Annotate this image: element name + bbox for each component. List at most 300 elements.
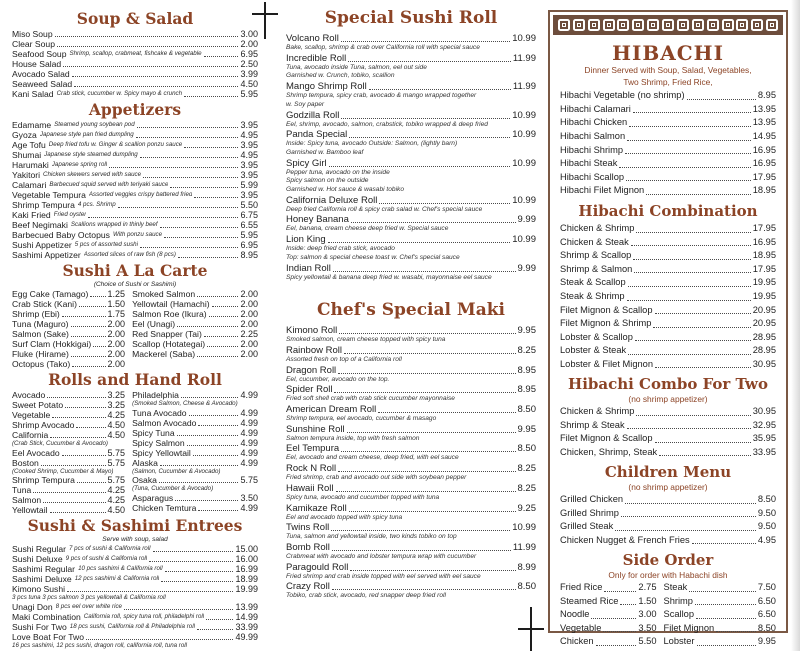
two-column-list xyxy=(12,289,258,369)
dot-leader xyxy=(140,247,238,248)
item-desc: California roll, spicy tuna roll, philadelphi roll xyxy=(83,612,205,620)
item-name: Asparagus xyxy=(132,492,174,503)
dot-leader xyxy=(41,465,106,466)
menu-item xyxy=(664,595,776,609)
item-name: Love Boat For Two xyxy=(12,631,84,642)
menu-item xyxy=(12,190,258,200)
menu-item xyxy=(286,503,536,514)
menu-item xyxy=(560,276,776,290)
dot-leader xyxy=(692,543,756,544)
item-price: 33.99 xyxy=(235,621,258,632)
menu-item xyxy=(286,562,536,573)
item-desc-line: Garnished w. Bamboo leaf xyxy=(286,148,364,156)
menu-item xyxy=(132,475,258,485)
item-desc-line: Eel, avocado and cream cheese, deep fried, with eel sauce xyxy=(286,454,459,462)
item-price: 2.50 xyxy=(240,59,258,69)
band-tile xyxy=(662,19,674,31)
menu-item xyxy=(12,170,258,180)
band-tile xyxy=(692,19,704,31)
dot-leader xyxy=(332,550,511,551)
item-name: Hibachi Calamari xyxy=(560,103,631,114)
item-price: 4.95 xyxy=(757,534,776,545)
item-price: 2.00 xyxy=(240,309,258,319)
menu-item xyxy=(12,602,258,612)
item-price: 4.99 xyxy=(240,407,258,418)
dot-leader xyxy=(336,491,516,492)
dot-leader xyxy=(149,561,233,562)
item-name: Octopus (Tako) xyxy=(12,359,71,369)
dot-leader xyxy=(178,257,239,258)
item-desc: 10 pcs sashimi & California roll xyxy=(78,565,163,573)
item-name: Chicken, Shrimp, Steak xyxy=(560,446,658,457)
item-name: Shrimp & Salmon xyxy=(560,263,633,274)
menu-item xyxy=(12,29,258,39)
section-title: Rolls and Hand Roll xyxy=(48,370,222,389)
menu-item xyxy=(132,428,258,438)
dot-leader xyxy=(86,639,233,640)
menu-item xyxy=(12,430,125,440)
item-price: 4.99 xyxy=(240,502,258,513)
item-name: Hibachi Salmon xyxy=(560,130,626,141)
item-desc-line: Spicy tuna, avocado and cucumber topped with tuna xyxy=(286,493,440,501)
item-desc: 7 pcs of sushi & California roll xyxy=(68,545,151,553)
item-price: 9.95 xyxy=(757,636,776,647)
item-price: 20.95 xyxy=(752,318,776,329)
item-price: 1.75 xyxy=(107,309,126,319)
dot-leader xyxy=(339,333,515,334)
item-price: 4.99 xyxy=(240,437,258,448)
menu-item xyxy=(132,329,258,339)
item-price: 2.00 xyxy=(240,289,258,299)
menu-item xyxy=(286,81,536,92)
dot-leader xyxy=(333,271,516,272)
dot-leader xyxy=(369,89,511,90)
item-price: 9.50 xyxy=(757,507,776,518)
item-name: Steak & Shrimp xyxy=(560,290,625,301)
item-name: Noodle xyxy=(560,609,590,620)
item-name: Kani Salad xyxy=(12,89,54,99)
menu-item xyxy=(12,349,125,359)
item-price: 6.95 xyxy=(240,49,258,59)
menu-item xyxy=(12,622,258,632)
item-price: 10.99 xyxy=(512,129,536,141)
section xyxy=(12,516,258,649)
item-price: 2.75 xyxy=(638,582,657,592)
menu-item xyxy=(286,33,536,44)
menu-item xyxy=(560,103,776,117)
dot-leader xyxy=(118,207,239,208)
menu-item xyxy=(12,359,125,369)
dot-leader xyxy=(653,327,750,328)
dot-leader xyxy=(143,177,238,178)
band-tile xyxy=(722,19,734,31)
item-price: 13.95 xyxy=(752,103,776,114)
menu-item xyxy=(286,263,536,274)
dot-leader xyxy=(659,455,751,456)
menu-item xyxy=(560,493,776,507)
item-name: Lobster & Scallop xyxy=(560,331,633,342)
item-desc-line: Deep fried California roll & spicy crab salad w. Chef's special sauce xyxy=(286,205,483,213)
item-desc: 9 pcs of sushi & California roll xyxy=(65,555,148,563)
item-desc: Japanese style pan fried dumpling xyxy=(39,131,134,138)
dot-leader xyxy=(627,300,751,301)
item-price: 4.99 xyxy=(240,390,258,400)
item-price: 8.25 xyxy=(517,463,536,475)
item-name: Rock N Roll xyxy=(286,463,337,475)
item-price: 15.00 xyxy=(235,544,258,555)
item-desc-line: Shrimp tempura, eel avocado, cucumber & masago xyxy=(286,415,437,423)
item-name: Sashimi Regular xyxy=(12,564,76,575)
item-note: (Smoked Salmon, Cheese & Avocado) xyxy=(132,400,238,407)
menu-item xyxy=(12,180,258,190)
dot-leader xyxy=(329,166,511,167)
dot-leader xyxy=(204,56,239,57)
dot-leader xyxy=(628,354,751,355)
item-price: 4.95 xyxy=(240,130,258,140)
item-desc: Deep fried tofu w. Ginger & scallion ponzu sauce xyxy=(48,141,183,148)
item-price: 8.95 xyxy=(517,384,536,396)
dot-leader xyxy=(635,340,751,341)
item-price: 4.50 xyxy=(240,79,258,89)
item-desc: Assorted veggies crispy battered fried xyxy=(88,191,193,198)
item-name: Shrimp & Scallop xyxy=(560,250,632,261)
item-price: 4.50 xyxy=(107,430,126,440)
menu-item xyxy=(12,250,258,260)
item-name: Fried Rice xyxy=(560,582,603,592)
item-name: Kaki Fried xyxy=(12,210,51,220)
item-name: Spicy Girl xyxy=(286,157,327,169)
item-price: 7.50 xyxy=(757,582,776,592)
item-price: 11.99 xyxy=(512,52,536,64)
menu-item xyxy=(12,240,258,250)
menu-item xyxy=(12,39,258,49)
item-name: Panda Special xyxy=(286,129,348,141)
item-name: Avocado Salad xyxy=(12,69,70,79)
band-tile xyxy=(647,19,659,31)
item-desc-line: Fried shrimp, crab and avocado out side with soybean pepper xyxy=(286,474,467,482)
dot-leader xyxy=(341,41,510,42)
item-name: Red Snapper (Tai) xyxy=(132,329,202,339)
menu-item xyxy=(560,222,776,236)
dot-leader xyxy=(71,326,106,327)
item-price: 16.95 xyxy=(752,236,776,247)
menu-item xyxy=(664,608,776,622)
item-price: 32.95 xyxy=(752,419,776,430)
item-name: Grilled Steak xyxy=(560,521,614,532)
item-name: Eel Avocado xyxy=(12,447,60,458)
menu-item xyxy=(664,635,776,649)
item-name: Mackerel (Saba) xyxy=(132,349,196,359)
item-price: 14.95 xyxy=(752,130,776,141)
menu-item xyxy=(12,319,125,329)
menu-column-panel xyxy=(560,43,776,649)
menu-item xyxy=(560,144,776,158)
dot-leader xyxy=(591,618,636,619)
item-name: Kimono Roll xyxy=(286,325,338,337)
item-price: 8.50 xyxy=(757,494,776,505)
dot-leader xyxy=(634,272,750,273)
band-tile xyxy=(573,19,585,31)
item-name: Tuna (Maguro) xyxy=(12,319,69,329)
item-name: Eel Tempura xyxy=(286,443,340,455)
dot-leader xyxy=(71,356,106,357)
item-price: 9.95 xyxy=(517,423,536,435)
item-price: 8.95 xyxy=(240,250,258,260)
item-name: Sunshine Roll xyxy=(286,423,345,435)
dot-leader xyxy=(140,157,239,158)
item-name: Filet Mignon & Shrimp xyxy=(560,318,652,329)
dot-leader xyxy=(55,36,239,37)
item-price: 8.25 xyxy=(517,344,536,356)
menu-item xyxy=(286,129,536,140)
item-price: 5.75 xyxy=(240,475,258,486)
greek-band xyxy=(553,15,783,35)
item-price: 10.99 xyxy=(512,234,536,246)
dot-leader xyxy=(332,589,516,590)
dot-leader xyxy=(636,415,750,416)
dot-leader xyxy=(79,306,106,307)
band-tile xyxy=(751,19,763,31)
dot-leader xyxy=(72,366,105,367)
item-name: Yellowtail xyxy=(12,505,48,516)
menu-item xyxy=(286,463,536,474)
item-price: 9.99 xyxy=(517,262,536,274)
item-price: 5.50 xyxy=(240,200,258,210)
item-desc: Barbecued squid served with teriyaki sauce xyxy=(49,181,169,188)
section-subtitle: (no shrimp appetizer) xyxy=(628,394,708,405)
item-name: Mango Shrimp Roll xyxy=(286,81,367,93)
item-price: 4.50 xyxy=(107,420,126,430)
dot-leader xyxy=(170,187,238,188)
item-desc: Japanese style steamed dumpling xyxy=(44,151,138,158)
item-name: Salmon (Sake) xyxy=(12,329,69,339)
menu-item xyxy=(286,234,536,245)
menu-item xyxy=(132,319,258,329)
item-name: Shumai xyxy=(12,150,42,160)
dot-leader xyxy=(159,482,239,483)
item-price: 3.50 xyxy=(638,622,657,633)
item-name: Steak xyxy=(663,582,688,592)
section xyxy=(12,261,258,369)
dot-leader xyxy=(341,451,515,452)
dot-leader xyxy=(189,415,239,416)
item-note: (Salmon, Cucumber & Avocado) xyxy=(132,467,221,475)
menu-item xyxy=(560,317,776,331)
menu-item xyxy=(132,418,258,428)
dot-leader xyxy=(207,346,238,347)
item-price: 11.99 xyxy=(512,541,536,553)
item-name: Smoked Salmon xyxy=(132,289,196,299)
section xyxy=(12,100,258,260)
menu-item xyxy=(12,220,258,230)
item-desc-line: Tuna, avocado inside Tuna, salmon, eel out side xyxy=(286,63,427,71)
item-price: 10.99 xyxy=(512,109,536,121)
dot-leader xyxy=(338,373,515,374)
section-subtitle: Two Shrimp, Fried Rice, xyxy=(623,76,713,87)
band-tile xyxy=(588,19,600,31)
item-desc: With ponzu sauce xyxy=(112,231,163,238)
section-title: Side Order xyxy=(622,551,714,570)
menu-item xyxy=(132,339,258,349)
item-price: 10.99 xyxy=(512,33,536,44)
menu-item xyxy=(560,358,776,372)
item-price: 2.00 xyxy=(240,39,258,49)
dot-leader xyxy=(628,286,751,287)
item-name: Shrimp & Steak xyxy=(560,419,625,430)
item-name: Hawaii Roll xyxy=(286,482,334,494)
menu-item xyxy=(560,89,776,103)
menu-item xyxy=(286,384,536,395)
dot-leader xyxy=(160,465,239,466)
item-name: Osaka xyxy=(132,475,157,486)
item-desc-line: Garnished w. Crunch, tobiko, scallion xyxy=(286,72,395,80)
item-name: Calamari xyxy=(12,180,47,190)
dot-leader xyxy=(604,591,636,592)
dot-leader xyxy=(687,99,756,100)
dot-leader xyxy=(164,237,238,238)
item-price: 3.95 xyxy=(240,190,258,200)
item-price: 8.95 xyxy=(517,364,536,376)
menu-item xyxy=(286,443,536,454)
item-desc-line: Pepper tuna, avocado on the inside xyxy=(286,168,390,176)
item-name: Edamame xyxy=(12,120,52,130)
section xyxy=(286,300,536,601)
item-name: Tuna Avocado xyxy=(132,407,187,418)
item-price: 3.95 xyxy=(240,120,258,130)
item-price: 4.50 xyxy=(107,505,126,516)
item-name: Fluke (Hirame) xyxy=(12,349,69,359)
item-price: 11.99 xyxy=(512,81,536,93)
item-price: 3.00 xyxy=(638,609,657,620)
item-desc: Crab stick, cucumber w. Spicy mayo & crunch xyxy=(56,90,183,97)
list-column-left xyxy=(12,289,130,369)
section-subtitle: Only for order with Habachi dish xyxy=(608,570,728,581)
dot-leader xyxy=(109,167,238,168)
item-price: 4.99 xyxy=(240,427,258,438)
band-tile xyxy=(736,19,748,31)
section-title: Appetizers xyxy=(88,100,182,119)
item-desc: Steamed young soybean pod xyxy=(54,121,135,128)
item-price: 1.25 xyxy=(107,289,126,299)
menu-item xyxy=(12,140,258,150)
item-price: 5.75 xyxy=(107,447,126,458)
item-price: 5.95 xyxy=(240,230,258,240)
item-desc: Shrimp, scallop, crabmeat, fishcake & vegetable xyxy=(69,50,202,57)
band-tile xyxy=(677,19,689,31)
item-name: Sashimi Appetizer xyxy=(12,250,81,260)
item-note: (Tuna, Cucumber & Avocado) xyxy=(132,485,214,493)
menu-item xyxy=(286,110,536,121)
item-name: Hibachi Shrimp xyxy=(560,144,624,155)
item-price: 18.99 xyxy=(235,574,258,585)
item-desc: Scallions wrapped in thinly beef xyxy=(70,221,158,228)
menu-item xyxy=(12,564,258,574)
dot-leader xyxy=(77,482,106,483)
menu-item xyxy=(560,595,657,609)
dot-leader xyxy=(137,127,239,128)
dot-leader xyxy=(629,126,751,127)
section-title: Hibachi Combination xyxy=(578,201,758,220)
item-name: Sweet Potato xyxy=(12,400,64,410)
item-name: Shrimp Avocado xyxy=(12,420,75,430)
item-price: 4.25 xyxy=(107,485,126,496)
item-name: Grilled Shrimp xyxy=(560,507,619,518)
dot-leader xyxy=(348,61,511,62)
item-price: 17.95 xyxy=(752,171,776,182)
dot-leader xyxy=(193,455,239,456)
item-price: 4.99 xyxy=(240,457,258,468)
dot-leader xyxy=(67,591,233,592)
menu-item xyxy=(560,130,776,144)
item-price: 6.50 xyxy=(757,595,776,606)
menu-item xyxy=(12,400,125,410)
item-price: 10.99 xyxy=(512,522,536,534)
dot-leader xyxy=(90,296,105,297)
dot-leader xyxy=(716,631,756,632)
section xyxy=(560,553,776,649)
menu-item xyxy=(12,574,258,584)
item-name: Godzilla Roll xyxy=(286,109,340,121)
item-name: Vegetable Tempura xyxy=(12,190,86,200)
dot-leader xyxy=(655,313,751,314)
dot-leader xyxy=(627,428,751,429)
section-title: Hibachi Combo For Two xyxy=(568,375,768,394)
item-name: Harumaki xyxy=(12,160,49,170)
menu-item xyxy=(286,542,536,553)
item-price: 10.99 xyxy=(512,194,536,206)
item-price: 9.99 xyxy=(517,214,536,226)
item-name: Vegetable xyxy=(560,622,602,633)
menu-column-middle xyxy=(286,0,536,601)
item-name: Seaweed Salad xyxy=(12,79,73,89)
item-name: Honey Banana xyxy=(286,214,349,226)
item-price: 8.50 xyxy=(517,581,536,593)
menu-item xyxy=(560,236,776,250)
item-price: 16.99 xyxy=(235,564,258,575)
item-name: Shrimp xyxy=(663,595,693,606)
item-name: House Salad xyxy=(12,59,62,69)
dot-leader xyxy=(697,645,756,646)
menu-item xyxy=(12,210,258,220)
item-price: 28.95 xyxy=(752,331,776,342)
item-price: 4.99 xyxy=(240,447,258,458)
dot-leader xyxy=(206,619,233,620)
item-name: Gyoza xyxy=(12,130,37,140)
item-name: Steak & Scallop xyxy=(560,277,626,288)
item-price: 3.25 xyxy=(107,400,126,410)
item-price: 2.25 xyxy=(240,329,258,339)
item-name: Scallop (Hotategai) xyxy=(132,339,206,349)
item-price: 3.50 xyxy=(240,492,258,503)
item-name: Incredible Roll xyxy=(286,52,347,64)
item-name: Avocado xyxy=(12,390,46,400)
item-price: 19.95 xyxy=(752,290,776,301)
dot-leader xyxy=(328,242,511,243)
section-title: Sushi A La Carte xyxy=(62,261,208,280)
menu-item xyxy=(12,544,258,554)
item-name: Lobster & Steak xyxy=(560,345,627,356)
dot-leader xyxy=(627,140,751,141)
section-title: Soup & Salad xyxy=(76,9,194,28)
menu-item xyxy=(12,420,125,430)
item-price: 19.95 xyxy=(752,277,776,288)
item-price: 14.99 xyxy=(235,611,258,622)
item-price: 4.95 xyxy=(240,150,258,160)
dot-leader xyxy=(626,180,751,181)
menu-item xyxy=(12,49,258,59)
menu-item xyxy=(560,507,776,521)
dot-leader xyxy=(633,259,750,260)
